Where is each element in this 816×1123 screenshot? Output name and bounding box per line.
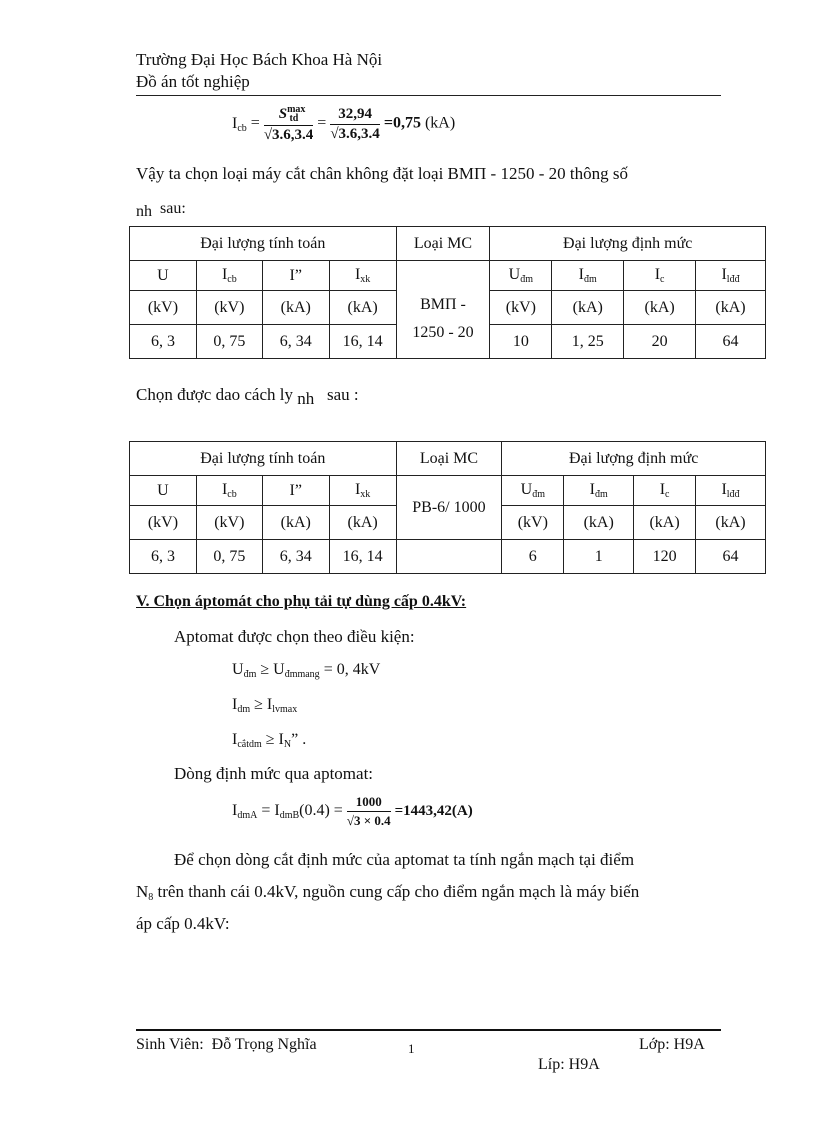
para-select-breaker: Vậy ta chọn loại máy cắt chân không đặt loại BMП - 1250 - 20 thông số: [136, 164, 628, 183]
rated-value: 6: [502, 540, 564, 574]
header-project: Đồ án tốt nghiệp: [136, 72, 250, 91]
calc-unit: (kA): [329, 506, 396, 540]
formula-idma: $I_{dmA} = I_{dmB}(0.4)$ = $\frac{1000}{√3 \times 0.4}$ =1443,42(A): [232, 794, 473, 828]
group-calc-header: Đại lượng tính toán: [130, 227, 397, 261]
header-divider: [136, 95, 721, 96]
rated-unit: (kA): [696, 291, 766, 325]
para-short-circuit-line2: $N_8$ trên thanh cái 0.4kV, nguồn cung cấp cho điểm ngắn mạch là máy biến: [136, 882, 640, 903]
condition-idm: $I_{dm} \ge I_{lvmax}$: [232, 696, 298, 715]
calc-value: 6, 3: [130, 325, 197, 359]
calc-unit: (kA): [329, 291, 396, 325]
rated-value: 1, 25: [552, 325, 624, 359]
group-rated-header: Đại lượng định mức: [490, 227, 766, 261]
rated-header-ildd: $I_{lđđ}$: [696, 476, 766, 506]
calc-value: 16, 14: [329, 325, 396, 359]
para-short-circuit-line3: áp cấp 0.4kV:: [136, 914, 230, 933]
calc-header-u: U: [130, 261, 197, 291]
calc-value: 6, 3: [130, 540, 197, 574]
calc-value: 6, 34: [262, 325, 329, 359]
type-cell: BMП - 1250 - 20: [396, 261, 490, 359]
formula-frac-1: $\frac{S^{max}_{td}}{√3.6,3.4}$: [263, 104, 314, 143]
calc-unit: (kV): [130, 291, 197, 325]
rated-unit: (kA): [634, 506, 696, 540]
rated-value: 10: [490, 325, 552, 359]
rated-value: 1: [564, 540, 634, 574]
rated-header-ildd: $I_{lđđ}$: [696, 261, 766, 291]
footer-class-duplicate: Líp: H9A: [538, 1056, 600, 1073]
calc-unit: (kA): [262, 506, 329, 540]
calc-header-i2: I”: [262, 261, 329, 291]
formula2-result: =1443,42(A): [394, 803, 473, 820]
rated-unit: (kA): [564, 506, 634, 540]
rated-header-ic: $I_c$: [634, 476, 696, 506]
group-rated-header: Đại lượng định mức: [502, 442, 766, 476]
rated-header-idm: $I_{đm}$: [564, 476, 634, 506]
formula-lhs: $I_{cb}$: [232, 114, 247, 134]
para-select-breaker-cont: nh sau:: [136, 200, 186, 220]
calc-header-ixk: $I_{xk}$: [329, 476, 396, 506]
rated-header-udm: $U_{đm}$: [502, 476, 564, 506]
calc-unit: (kV): [130, 506, 197, 540]
point-n8: $N_8$: [136, 882, 154, 903]
page-number: 1: [408, 1041, 415, 1056]
rated-header-idm: $I_{đm}$: [552, 261, 624, 291]
calc-unit: (kA): [262, 291, 329, 325]
type-cell: PB-6/ 1000: [396, 476, 502, 540]
rated-unit: (kV): [490, 291, 552, 325]
calc-value: 6, 34: [262, 540, 329, 574]
formula-icb: $I_{cb}$ = $\frac{S^{max}_{td}}{√3.6,3.4}$ = $\frac{32,94}{√3.6,3.4}$ =0,75 (kA): [232, 104, 456, 143]
calc-header-icb: $I_{cb}$: [196, 476, 262, 506]
formula-unit: (kA): [424, 114, 456, 132]
group-type-header: Loại MC: [396, 442, 502, 476]
footer-class: Lớp: H9A: [639, 1036, 705, 1053]
aptomat-intro: Aptomat được chọn theo điều kiện:: [174, 627, 415, 646]
calc-value: 0, 75: [196, 540, 262, 574]
rated-unit: (kA): [624, 291, 696, 325]
group-calc-header: Đại lượng tính toán: [130, 442, 397, 476]
calc-header-icb: $I_{cb}$: [196, 261, 262, 291]
disconnector-spec-table: [129, 441, 766, 574]
calc-header-u: U: [130, 476, 197, 506]
calc-unit: (kV): [196, 506, 262, 540]
type-cell-empty: [396, 540, 502, 574]
calc-unit: (kV): [196, 291, 262, 325]
condition-icatdm: $I_{cắtdm} \ge I_N$” .: [232, 731, 307, 750]
calc-header-ixk: $I_{xk}$: [329, 261, 396, 291]
formula-result: 0,75: [392, 114, 421, 132]
breaker-spec-table: [129, 226, 766, 359]
para-short-circuit-line1: Để chọn dòng cắt định mức của aptomat ta tính ngắn mạch tại điểm: [174, 850, 635, 869]
condition-udm: $U_{đm} \ge U_{đmmang} = 0$, 4kV: [232, 661, 381, 680]
rated-header-ic: $I_c$: [624, 261, 696, 291]
rated-unit: (kA): [696, 506, 766, 540]
rated-unit: (kA): [552, 291, 624, 325]
formula2-frac: $\frac{1000}{√3 \times 0.4}$: [346, 794, 391, 828]
calc-header-i2: I”: [262, 476, 329, 506]
rated-value: 64: [696, 325, 766, 359]
rated-current-label: Dòng định mức qua aptomat:: [174, 764, 374, 783]
calc-value: 16, 14: [329, 540, 396, 574]
rated-value: 120: [634, 540, 696, 574]
rated-value: 20: [624, 325, 696, 359]
rated-value: 64: [696, 540, 766, 574]
section-v-title: V. Chọn áptomát cho phụ tải tự dùng cấp 0.4kV:: [136, 593, 467, 610]
formula-frac-2: $\frac{32,94}{√3.6,3.4}$: [330, 105, 380, 142]
calc-value: 0, 75: [196, 325, 262, 359]
group-type-header: Loại MC: [396, 227, 490, 261]
footer-student: Sinh Viên: Đỗ Trọng Nghĩa: [136, 1036, 317, 1053]
rated-unit: (kV): [502, 506, 564, 540]
para-select-disconnector: Chọn được dao cách ly nh sau :: [136, 385, 359, 408]
header-school: Trường Đại Học Bách Khoa Hà Nội: [136, 50, 383, 69]
footer-divider: [136, 1029, 721, 1031]
rated-header-udm: $U_{đm}$: [490, 261, 552, 291]
